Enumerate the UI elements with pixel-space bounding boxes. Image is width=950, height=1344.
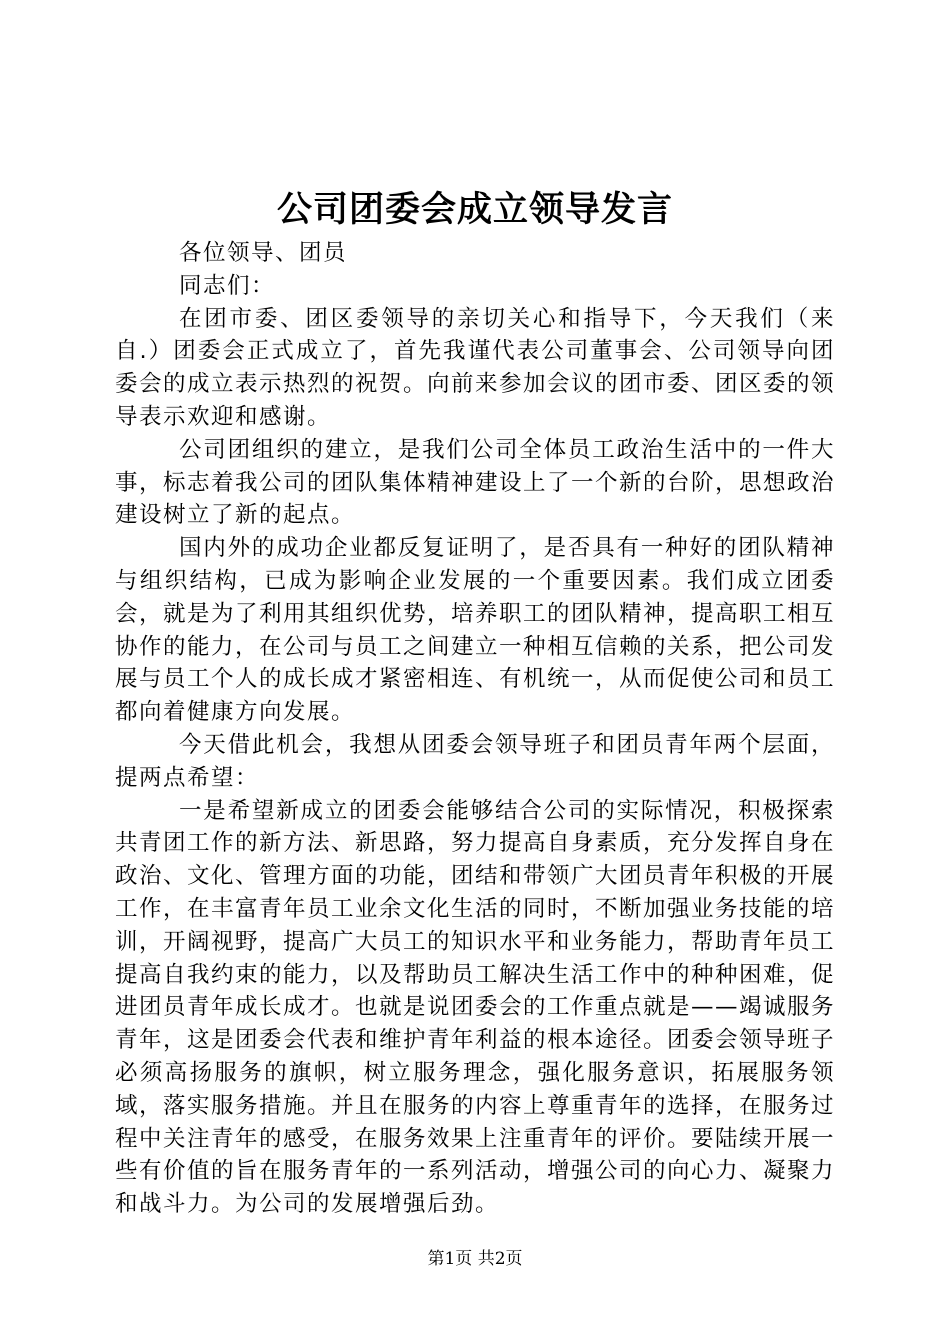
document-body (115, 237, 835, 1221)
page-footer: 第1页 共2页 (427, 1249, 523, 1269)
salutation-line-1: 各位领导、团员 (179, 240, 348, 266)
paragraph-2: 公司团组织的建立，是我们公司全体员工政治生活中的一件大事，标志着我公司的团队集体精神建设上了一个新的台阶，思想政治建设树立了新的起点。 (115, 436, 836, 529)
paragraph-4: 今天借此机会，我想从团委会领导班子和团员青年两个层面，提两点希望： (115, 731, 835, 791)
document-title: 公司团委会成立领导发言 (276, 189, 673, 230)
salutation-line-2: 同志们： (179, 272, 276, 299)
paragraph-1: 在团市委、团区委领导的亲切关心和指导下，今天我们（来自.）团委会正式成立了，首先我谨代表公司董事会、公司领导向团委会的成立表示热烈的祝贺。向前来参加会议的团市委、团区委的领导表示欢迎和感谢。 (115, 305, 836, 430)
paragraph-5: 一是希望新成立的团委会能够结合公司的实际情况，积极探索共青团工作的新方法、新思路，努力提高自身素质，充分发挥自身在政治、文化、管理方面的功能，团结和带领广大团员青年积极的开展工作，在丰富青年员工业余文化生活的同时，不断加强业务技能的培训，开阔视野，提高广大员工的知识水平和业务能力，帮助青年员工提高自我约束的能力，以及帮助员工解决生活工作中的种种困难，促进团员青年成长成才。也就是说团委会的工作重点就是——竭诚服务青年，这是团委会代表和维护青年利益的根本途径。团委会领导班子必须高扬服务的旗帜，树立服务理念，强化服务意识，拓展服务领域，落实服务措施。并且在服务的内容上尊重青年的选择，在服务过程中关注青年的感受，在服务效果上注重青年的评价。要陆续开展一些有价值的旨在服务青年的一系列活动，增强公司的向心力、凝聚力和战斗力。为公司的发展增强后劲。 (115, 797, 836, 1218)
paragraph-3: 国内外的成功企业都反复证明了，是否具有一种好的团队精神与组织结构，已成为影响企业发展的一个重要因素。我们成立团委会，就是为了利用其组织优势，培养职工的团队精神，提高职工相互协作的能力，在公司与员工之间建立一种相互信赖的关系，把公司发展与员工个人的成长成才紧密相连、有机统一，从而促使公司和员工都向着健康方向发展。 (115, 535, 836, 726)
